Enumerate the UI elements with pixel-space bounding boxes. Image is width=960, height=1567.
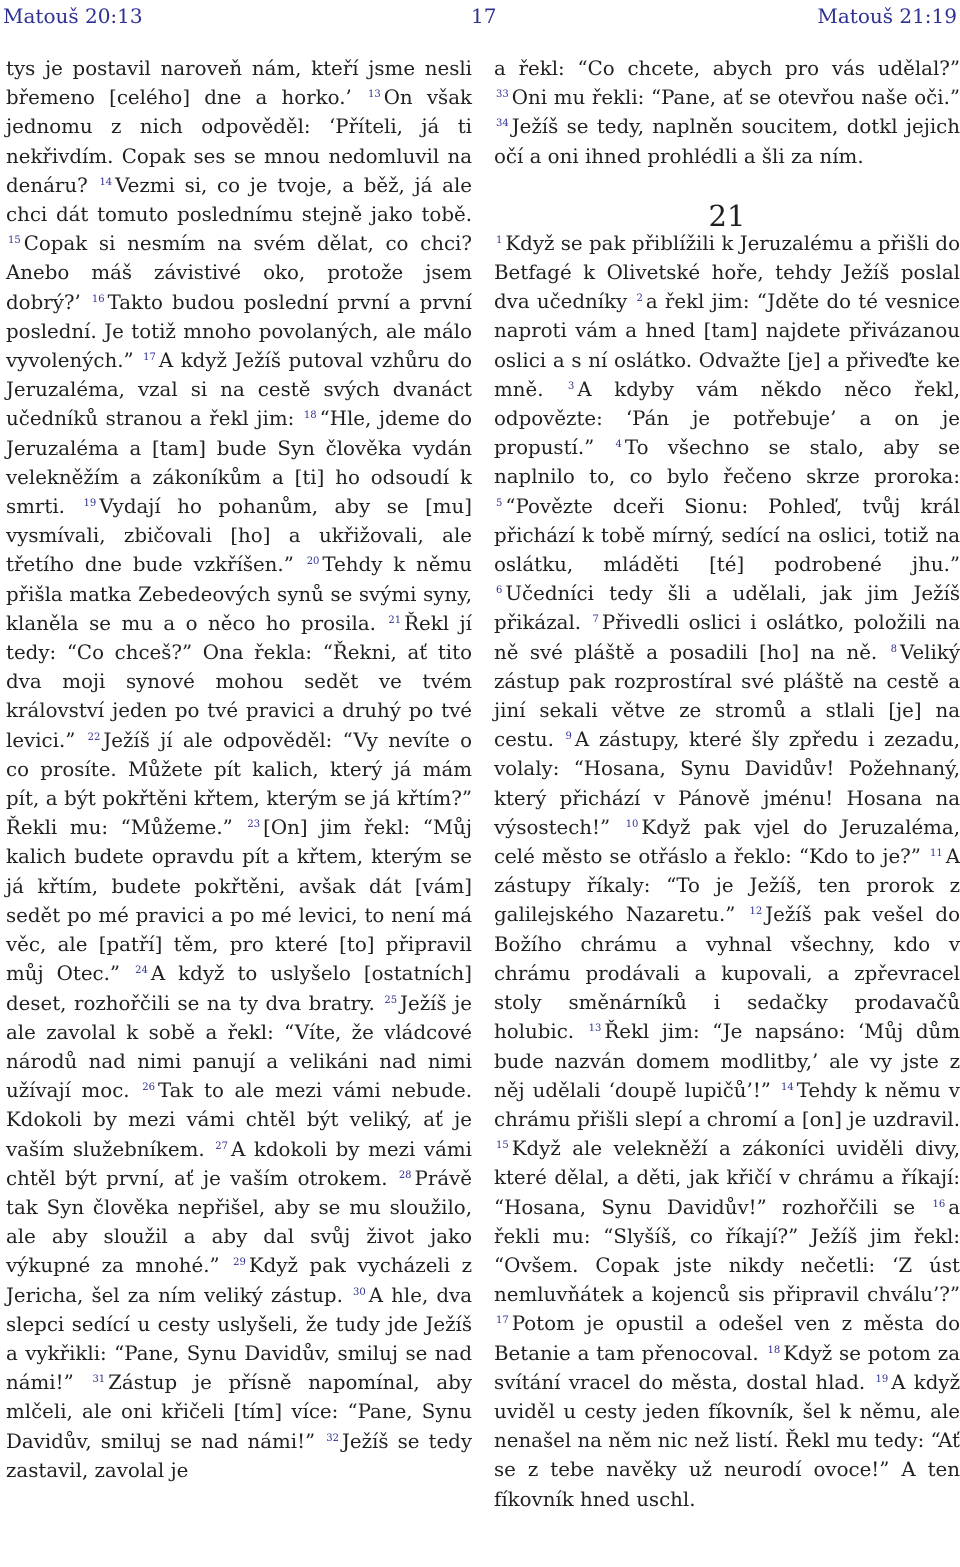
verse-text: Učedníci tedy šli a udělali, jak jim Ježíš přikázal. <box>494 582 960 635</box>
running-head-right: Matouš 21:19 <box>817 4 957 28</box>
verse-text: Tehdy k němu přišla matka Zebedeových synů se svými syny, klaněla se mu a o něco ho prosila. <box>6 553 472 635</box>
verse-number: 9 <box>565 731 572 743</box>
verse-number: 8 <box>890 643 897 655</box>
verse-text: Když ale velekněží a zákoníci uviděli divy, které dělal, a děti, jak křičí v chrámu a říkají: “Hosana, Synu Davidův!” rozhořčili se <box>494 1137 960 1219</box>
left-column <box>6 54 472 1485</box>
verse-text: A kdokoli by mezi vámi chtěl být první, ať je vaším otrokem. <box>6 1137 472 1190</box>
verse-number: 10 <box>625 818 639 830</box>
verse-text: Vydají ho pohanům, aby se [mu] vysmívali, zbičovali [ho] a ukřižovali, ale třetího dne bude vzkříšen.” <box>6 495 472 577</box>
verse-text: Řekl jim: “Je napsáno: ‘Můj dům bude nazván domem modlitby,’ ale vy jste z něj udělali ‘doupě lupičů’!” <box>494 1020 960 1102</box>
verse-number: 16 <box>91 293 105 305</box>
right-column <box>494 54 960 1514</box>
verse-text: Tehdy k němu v chrámu přišli slepí a chromí a [on] je uzdravil. <box>494 1078 960 1131</box>
verse-text: Ježíš je ale zavolal k sobě a řekl: “Víte, že vládcové národů nad nimi panují a velikáni nad nimi užívají moc. <box>6 991 472 1103</box>
verse-text: Ježíš se tedy, naplněn soucitem, dotkl jejich očí a oni ihned prohlédli a šli za ním. <box>494 115 960 168</box>
verse-text: Ježíš se tedy zastavil, zavolal je <box>6 1429 472 1482</box>
verse-number: 17 <box>143 352 156 364</box>
verse-number: 1 <box>496 234 503 246</box>
left-column-text <box>6 54 472 1485</box>
verse-text: A když Ježíš putoval vzhůru do Jeruzaléma, vzal si na cestě svých dvanáct učedníků stranou a řekl jim: <box>6 349 472 431</box>
verse-number: 19 <box>875 1373 889 1385</box>
verse-text: A kdyby vám někdo něco řekl, odpovězte: ‘Pán je potřebuje’ a on je propustí.” <box>494 377 960 460</box>
verse-number: 13 <box>367 89 381 101</box>
page-number: 17 <box>471 4 497 28</box>
verse-number: 18 <box>767 1344 781 1356</box>
verse-number: 27 <box>215 1140 228 1152</box>
verse-number: 11 <box>929 848 943 860</box>
verse-text: “Hle, jdeme do Jeruzaléma a [tam] bude Syn člověka vydán velekněžím a zákoníkům a [ti] ho odsoudí k smrti. <box>6 407 472 519</box>
verse-text: Právě tak Syn člověka nepřišel, aby se mu sloužilo, ale aby sloužil a aby dal svůj život jako výkupné za mnohé.” <box>6 1166 472 1278</box>
verse-text: Tak to ale mezi vámi nebude. Kdokoli by mezi vámi chtěl být veliký, ať je vaším služebníkem. <box>6 1079 472 1161</box>
verse-text: Vezmi si, co je tvoje, a běž, já ale chci dát tomuto poslednímu stejně jako tobě. <box>6 173 472 227</box>
verse-number: 6 <box>496 585 503 597</box>
verse-number: 16 <box>932 1198 946 1210</box>
verse-text: Veliký zástup pak rozprostíral své pláště na cestě a jiní sekali větve ze stromů a stlali [je] na cestu. <box>494 640 960 752</box>
verse-text: A zástupy, které šly zpředu i zezadu, volaly: “Hosana, Synu Davidův! Požehnaný, který přichází v Pánově jménu! Hosana na výsostech!” <box>494 728 960 839</box>
page-header <box>0 0 960 34</box>
verse-number: 21 <box>388 614 402 626</box>
verse-text: “Povězte dceři Sionu: Pohleď, tvůj král přichází k tobě mírný, sedící na oslici, totiž na oslátku, mláděti [té] podrobené jhu.” <box>494 494 960 577</box>
right-column-top-text <box>494 54 960 171</box>
verse-number: 23 <box>247 819 261 831</box>
verse-number: 25 <box>384 994 398 1006</box>
verse-text: A zástupy říkaly: “To je Ježíš, ten prorok z galilejského Nazaretu.” <box>494 845 960 927</box>
verse-text: Takto budou poslední první a první poslední. Je totiž mnoho povolaných, ale málo vyvolených.” <box>6 290 473 373</box>
verse-number: 20 <box>306 556 320 568</box>
verse-text: Když pak vycházeli z Jericha, šel za ním veliký zástup. <box>6 1254 472 1307</box>
verse-text: a řekl: “Co chcete, abych pro vás udělal?” <box>494 57 960 80</box>
verse-number: 15 <box>496 1140 509 1152</box>
verse-text: Oni mu řekli: “Pane, ať se otevřou naše oči.” <box>511 86 960 110</box>
verse-text: a řekli mu: “Slyšíš, co říkají?” Ježíš jim řekl: “Ovšem. Copak jste nikdy nečetli: ‘Z úst nemluvňátek a kojenců sis připravil chválu’?” <box>494 1195 960 1307</box>
verse-number: 24 <box>135 965 148 977</box>
verse-number: 19 <box>83 498 97 510</box>
verse-number: 28 <box>398 1169 412 1181</box>
verse-text: Když se pak přiblížili k Jeruzalému a přišli do Betfagé k Olivetské hoře, tehdy Ježíš poslal dva učedníky <box>494 231 960 314</box>
right-column-chapter-text <box>494 229 960 1514</box>
verse-number: 18 <box>303 410 317 422</box>
verse-text: Zástup je přísně napomínal, aby mlčeli, ale oni křičeli [tím] více: “Pane, Synu Davidův, smiluj se nad námi!” <box>6 1371 473 1453</box>
verse-number: 2 <box>636 293 643 305</box>
verse-number: 31 <box>92 1374 106 1386</box>
verse-number: 26 <box>142 1082 155 1094</box>
verse-number: 14 <box>780 1081 794 1093</box>
verse-number: 3 <box>568 380 575 392</box>
verse-text: To všechno se stalo, aby se naplnilo to, co bylo řečeno skrze proroka: <box>494 436 960 489</box>
verse-text: On však jednomu z nich odpověděl: ‘Příteli, já ti nekřivdím. Copak ses se mnou nedomluvil na denáru? <box>6 86 472 197</box>
verse-number: 29 <box>233 1257 246 1269</box>
verse-text: [On] jim řekl: “Můj kalich budete opravdu pít a křtem, kterým se já křtím, budete pokřtěni, avšak dát [vám] sedět po mé pravici a po mé levici, to není má věc, ale [patří] těm, pro které [to] připravil můj Otec.” <box>6 816 473 986</box>
verse-number: 17 <box>496 1315 509 1327</box>
verse-text: A když uviděl u cesty jeden fíkovník, šel k němu, ale nenašel na něm nic než listí. Řekl mu tedy: “Ať se z tebe navěky už neurodí ovoce!” A ten fíkovník hned uschl. <box>494 1370 960 1511</box>
verse-number: 5 <box>496 497 503 509</box>
verse-number: 33 <box>496 89 509 101</box>
verse-number: 15 <box>8 235 21 247</box>
verse-number: 30 <box>353 1286 366 1298</box>
verse-text: tys je postavil naroveň nám, kteří jsme nesli břemeno [celého] dne a horko.’ <box>6 57 472 110</box>
verse-text: A hle, dva slepci sedící u cesty uslyšeli, že tudy jde Ježíš a vykřikli: “Pane, Synu Davidův, smiluj se nad námi!” <box>6 1283 472 1395</box>
verse-text: a řekl jim: “Jděte do té vesnice naproti vám a hned [tam] najdete přivázanou oslici a s ní oslátko. Odvažte [je] a přiveďte ke mně. <box>494 290 960 401</box>
verse-number: 14 <box>99 176 113 188</box>
verse-text: Přivedli oslici i oslátko, položili na ně své pláště a posadili [ho] na ně. <box>494 611 960 664</box>
verse-number: 32 <box>326 1432 339 1444</box>
verse-text: Ježíš jí ale odpověděl: “Vy nevíte o co prosíte. Můžete pít kalich, který já mám pít, a být pokřtěni křtem, kterým se já křtím?” Řekli mu: “Můžeme.” <box>6 728 472 840</box>
running-head-left: Matouš 20:13 <box>3 4 143 28</box>
verse-text: Když se potom za svítání vracel do města, dostal hlad. <box>494 1341 960 1394</box>
verse-number: 13 <box>588 1023 602 1035</box>
verse-text: Potom je opustil a odešel ven z města do Betanie a tam přenocoval. <box>494 1312 960 1365</box>
verse-number: 22 <box>87 731 101 743</box>
verse-text: Když pak vjel do Jeruzaléma, celé město se otřáslo a řeklo: “Kdo to je?” <box>494 815 960 869</box>
verse-text: A když to uslyšelo [ostatních] deset, rozhořčili se na ty dva bratry. <box>6 962 472 1015</box>
verse-text: Ježíš pak vešel do Božího chrámu a vyhnal všechny, kdo v chrámu prodávali a kupovali, a zpřevracel stoly směnárníků i sedačky prodavačů holubic. <box>494 903 960 1044</box>
verse-number: 7 <box>592 614 599 626</box>
verse-text: Copak si nesmím na svém dělat, co chci? Anebo máš závistivé oko, protože jsem dobrý?’ <box>6 232 472 314</box>
verse-number: 12 <box>749 906 763 918</box>
verse-text: Řekl jí tedy: “Co chceš?” Ona řekla: “Řekni, ať tito dva moji synové mohou sedět ve tvém království jeden po tvé pravici a druhý po tvé levici.” <box>6 611 472 752</box>
verse-number: 4 <box>615 439 622 451</box>
verse-number: 34 <box>496 118 509 130</box>
chapter-number: 21 <box>708 198 746 233</box>
